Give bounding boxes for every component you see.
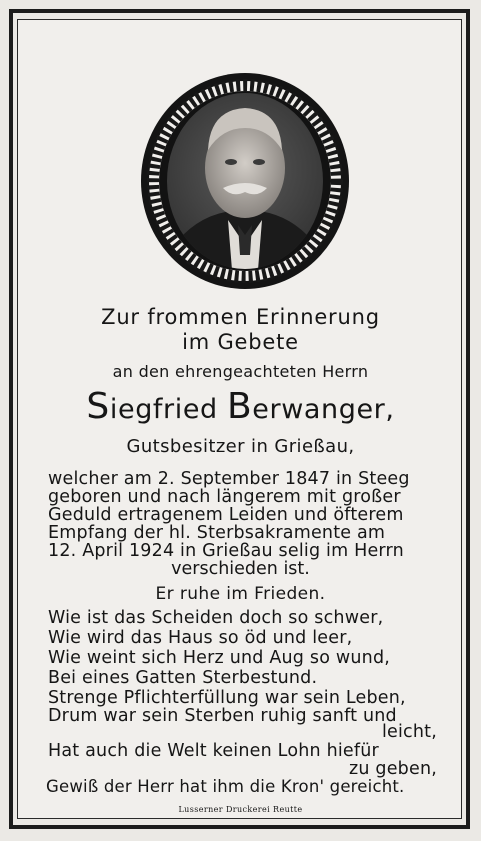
portrait-wreath: [138, 70, 352, 292]
biography-line: welcher am 2. September 1847 in Steeg: [48, 469, 410, 489]
name-given-initial: S: [86, 386, 110, 427]
biography-line: geboren und nach längerem mit großer: [48, 487, 401, 507]
poem-line: Bei eines Gatten Sterbestund.: [48, 668, 318, 688]
biography-line: Empfang der hl. Sterbsakramente am: [48, 523, 386, 543]
deceased-name: [0, 386, 481, 427]
poem-line: Wie weint sich Herz und Aug so wund,: [48, 648, 391, 668]
heading-line-1: Zur frommen Erinnerung: [101, 305, 380, 329]
portrait-photo: [138, 70, 352, 292]
occupation-line: Gutsbesitzer in Grießau,: [126, 436, 355, 457]
rest-in-peace-line: Er ruhe im Frieden.: [155, 584, 326, 604]
intro-line: an den ehrengeachteten Herrn: [112, 362, 369, 381]
heading-line-2: im Gebete: [182, 330, 299, 354]
name-family-rest: erwanger,: [252, 394, 395, 425]
poem-line: Drum war sein Sterben ruhig sanft und: [48, 706, 397, 726]
poem-line: leicht,: [381, 722, 437, 742]
biography-line: verschieden ist.: [171, 559, 310, 579]
poem-line: Gewiß der Herr hat ihm die Kron' gereicht.: [46, 777, 405, 796]
biography-line: 12. April 1924 in Grießau selig im Herrn: [48, 541, 404, 561]
biography-line: Geduld ertragenem Leiden und öfterem: [48, 505, 404, 525]
name-family-initial: B: [226, 386, 253, 427]
poem-line: zu geben,: [348, 759, 437, 779]
name-given-rest: iegfried: [109, 394, 227, 425]
printer-imprint: Lusserner Druckerei Reutte: [178, 805, 303, 814]
poem-line: Wie ist das Scheiden doch so schwer,: [48, 608, 384, 628]
poem-line: Hat auch die Welt keinen Lohn hiefür: [48, 741, 379, 761]
poem-line: Wie wird das Haus so öd und leer,: [48, 628, 353, 648]
poem-line: Strenge Pflichterfüllung war sein Leben,: [48, 688, 406, 708]
